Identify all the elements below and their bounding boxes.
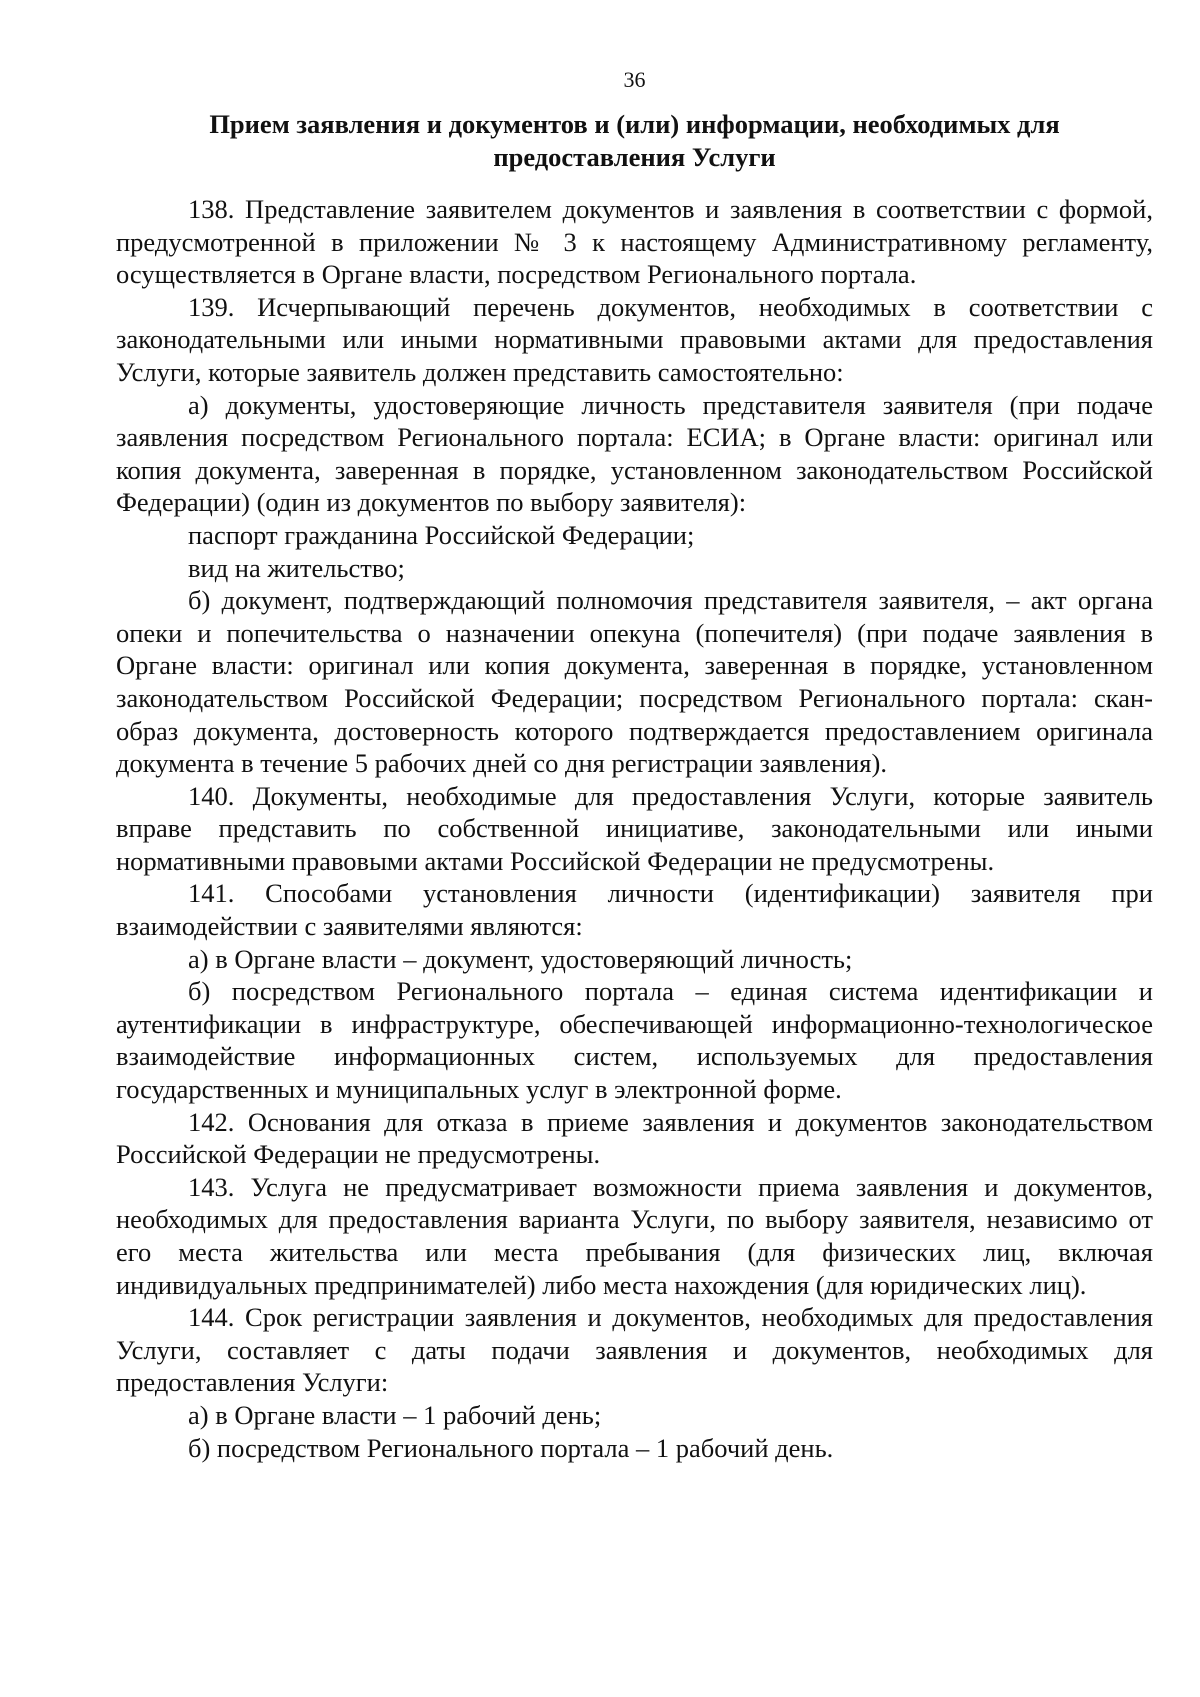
section-heading [116,108,1153,174]
document-page [116,66,1153,1464]
list-item-passport: паспорт гражданина Российской Федерации; [188,519,695,550]
paragraph-144: 144. Срок регистрации заявления и документов, необходимых для предоставления Услуги, составляет с даты подачи заявления и документов, необходимых для предоставления Услуги: [116,1302,1153,1398]
paragraph-144-b: б) посредством Регионального портала – 1 рабочий день. [188,1432,834,1463]
section-heading-line-2: предоставления Услуги [493,142,776,172]
list-item-residence-permit: вид на жительство; [188,552,405,583]
paragraph-142: 142. Основания для отказа в приеме заявления и документов законодательством Российской Федерации не предусмотрены. [116,1106,1153,1170]
paragraph-139-a: а) документы, удостоверяющие личность представителя заявителя (при подаче заявления посредством Регионального портала: ЕСИА; в Органе власти: оригинал или копия документа, заверенная в порядке, установленном законодательством Российской Федерации) (один из документов по выбору заявителя): [116,389,1153,518]
paragraph-141-a: а) в Органе власти – документ, удостоверяющий личность; [188,943,853,974]
paragraph-138: 138. Представление заявителем документов и заявления в соответствии с формой, предусмотренной в приложении № 3 к настоящему Административному регламенту, осуществляется в Органе власти, посредством Регионального портала. [116,194,1153,290]
page-number: 36 [623,67,646,92]
paragraph-139: 139. Исчерпывающий перечень документов, необходимых в соответствии с законодательными или иными нормативными правовыми актами для предоставления Услуги, которые заявитель должен представить самостоятельно: [116,291,1153,387]
paragraph-144-a: а) в Органе власти – 1 рабочий день; [188,1399,602,1430]
section-heading-line-1: Прием заявления и документов и (или) информации, необходимых для [209,109,1060,139]
paragraph-141: 141. Способами установления личности (идентификации) заявителя при взаимодействии с заявителями являются: [116,878,1153,942]
paragraph-140: 140. Документы, необходимые для предоставления Услуги, которые заявитель вправе представить по собственной инициативе, законодательными или иными нормативными правовыми актами Российской Федерации не предусмотрены. [116,780,1153,876]
paragraph-139-b: б) документ, подтверждающий полномочия представителя заявителя, – акт органа опеки и попечительства о назначении опекуна (попечителя) (при подаче заявления в Органе власти: оригинал или копия документа, заверенная в порядке, установленном законодательством Российской Федерации; посредством Регионального портала: скан-образ документа, достоверность которого подтверждается предоставлением оригинала документа в течение 5 рабочих дней со дня регистрации заявления). [116,585,1153,779]
paragraph-143: 143. Услуга не предусматривает возможности приема заявления и документов, необходимых для предоставления варианта Услуги, по выбору заявителя, независимо от его места жительства или места пребывания (для физических лиц, включая индивидуальных предпринимателей) либо места нахождения (для юридических лиц). [116,1171,1153,1300]
paragraph-141-b: б) посредством Регионального портала – единая система идентификации и аутентификации в инфраструктуре, обеспечивающей информационно-технологическое взаимодействие информационных систем, используемых для предоставления государственных и муниципальных услуг в электронной форме. [116,976,1153,1105]
